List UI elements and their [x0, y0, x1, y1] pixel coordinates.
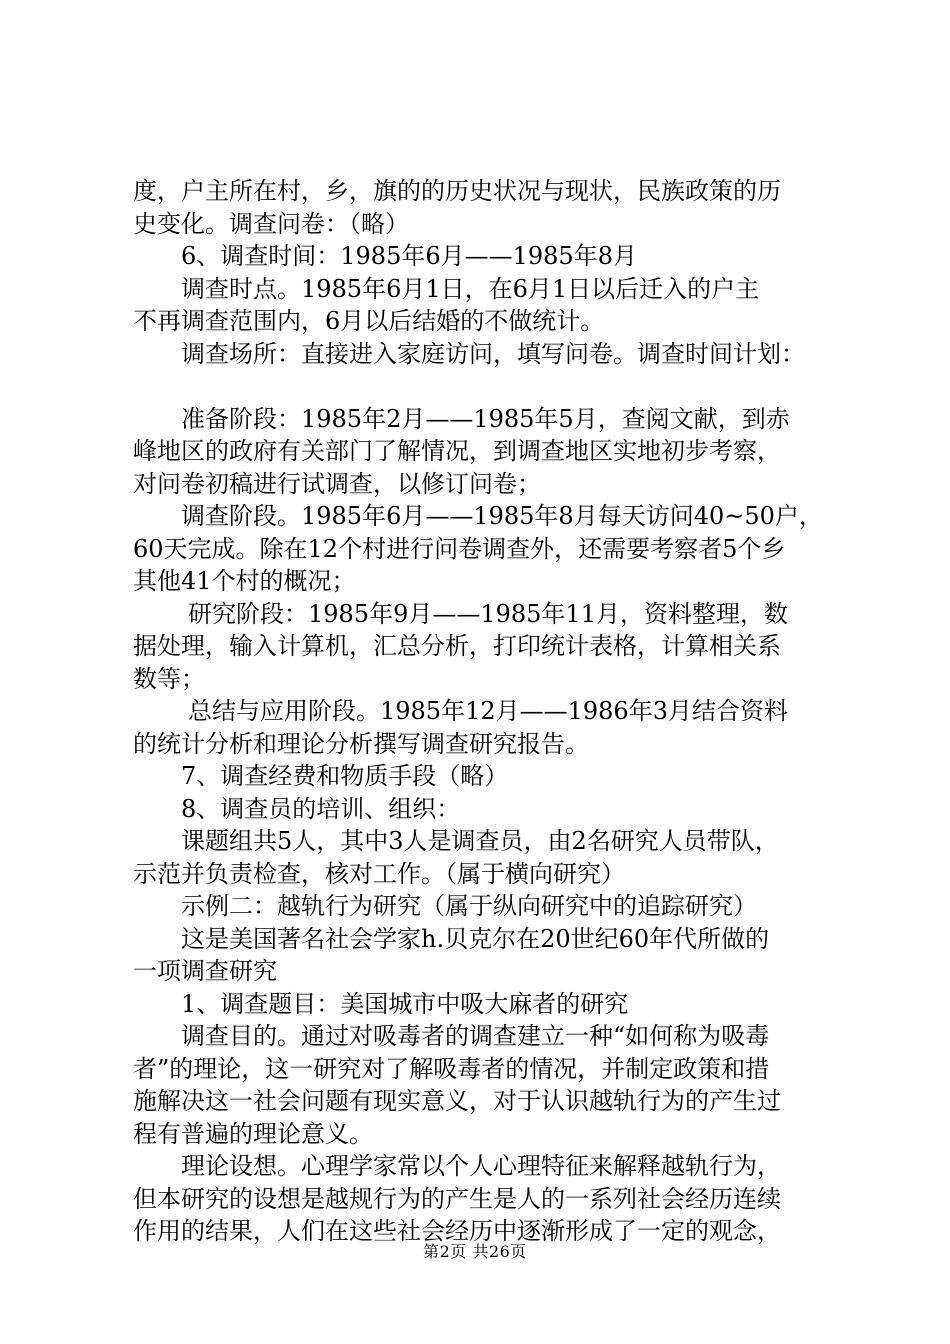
- blank-line: [133, 370, 833, 403]
- text-line: 示范并负责检查，核对工作。（属于横向研究）: [133, 859, 625, 888]
- text-line: 其他41个村的概况；: [133, 567, 356, 595]
- text-line: 调查场所：直接进入家庭访问，填写问卷。调查时间计划：: [181, 339, 805, 368]
- text-line: 但本研究的设想是越规行为的产生是人的一系列社会经历连续: [133, 1184, 781, 1213]
- text-line: 程有普遍的理论意义。: [133, 1119, 373, 1148]
- document-body: [133, 175, 833, 1248]
- text-line: 60天完成。除在12个村进行问卷调查外，还需要考察者5个乡: [133, 534, 786, 563]
- section-heading: 1、调查题目：美国城市中吸大麻者的研究: [181, 989, 629, 1018]
- text-line: 总结与应用阶段。1985年12月——1986年3月结合资料: [188, 697, 788, 725]
- text-line: 一项调查研究: [133, 957, 277, 985]
- text-line: 作用的结果，人们在这些社会经历中逐渐形成了一定的观念，: [133, 1217, 781, 1245]
- text-line: 的统计分析和理论分析撰写调查研究报告。: [133, 729, 589, 758]
- text-line: 峰地区的政府有关部门了解情况，到调查地区实地初步考察，: [133, 437, 781, 465]
- text-line: 研究阶段：1985年9月——1985年11月，资料整理，数: [188, 599, 788, 628]
- text-line: 施解决这一社会问题有现实意义，对于认识越轨行为的产生过: [133, 1087, 781, 1115]
- text-line: 调查时点。1985年6月1日，在6月1日以后迁入的户主: [181, 274, 760, 303]
- text-line: 度，户主所在村，乡，旗的的历史状况与现状，民族政策的历: [133, 177, 781, 205]
- text-line: 准备阶段：1985年2月——1985年5月，查阅文献，到赤: [181, 404, 790, 433]
- text-line: 课题组共5人，其中3人是调查员，由2名研究人员带队，: [181, 827, 779, 855]
- text-line: 数等；: [133, 664, 205, 693]
- text-line: 对问卷初稿进行试调查，以修订问卷；: [133, 469, 541, 498]
- section-heading: 8、调查员的培训、组织：: [181, 794, 461, 823]
- text-line: 史变化。调查问卷：（略）: [133, 209, 409, 238]
- page-number-footer: 第2页 共26页: [423, 1242, 527, 1261]
- text-line: 调查目的。通过对吸毒者的调查建立一种“如何称为吸毒: [181, 1022, 770, 1050]
- text-line: 者”的理论，这一研究对了解吸毒者的情况，并制定政策和措: [133, 1054, 770, 1083]
- text-line: 调查阶段。1985年6月——1985年8月每天访问40~50户，: [181, 502, 823, 530]
- text-line: 这是美国著名社会学家h.贝克尔在20世纪60年代所做的: [181, 924, 770, 953]
- section-heading: 7、调查经费和物质手段（略）: [181, 762, 509, 790]
- text-line: 据处理，输入计算机，汇总分析，打印统计表格，计算相关系: [133, 632, 781, 660]
- text-line: 理论设想。心理学家常以个人心理特征来解释越轨行为，: [181, 1152, 781, 1180]
- text-line: 不再调查范围内，6月以后结婚的不做统计。: [133, 307, 605, 335]
- section-heading: 示例二：越轨行为研究（属于纵向研究中的追踪研究）: [181, 892, 757, 920]
- section-heading: 6、调查时间：1985年6月——1985年8月: [181, 242, 637, 270]
